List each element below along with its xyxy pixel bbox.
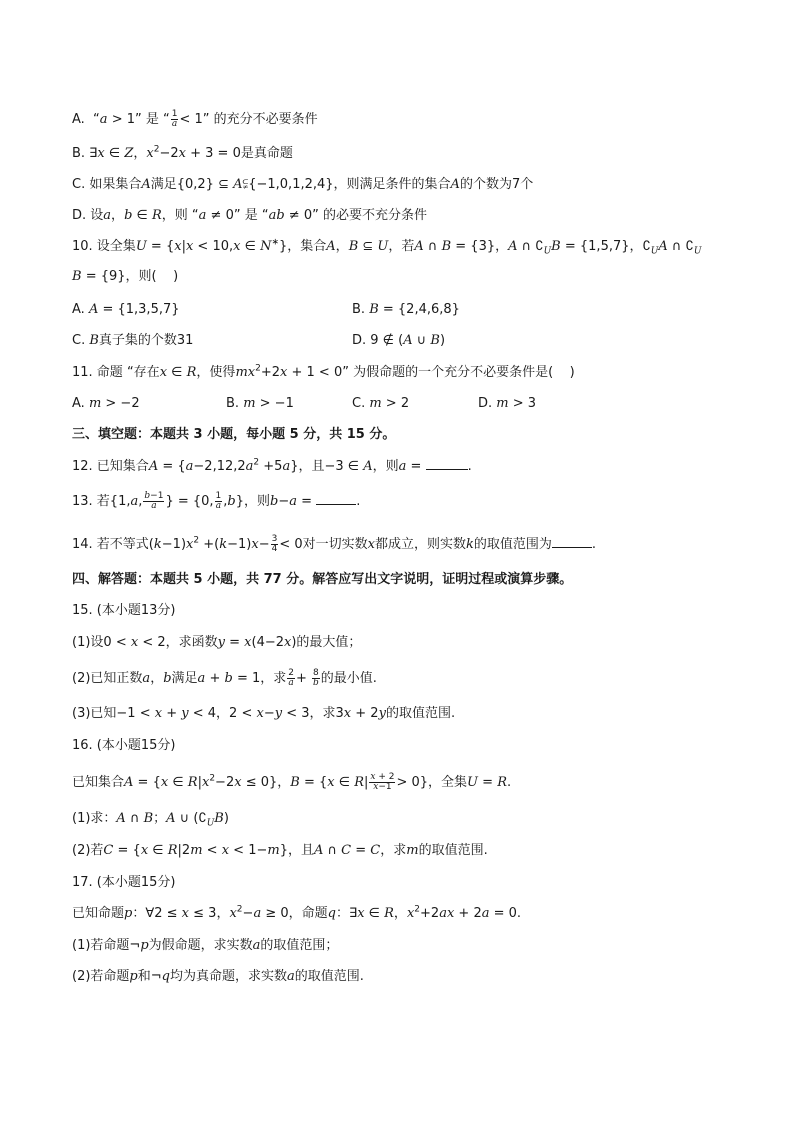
q9-option-c: C. 如果集合A满足{0,2} ⊆ A⫋{−1,0,1,2,4}，则满足条件的集合A的个数为7个 [72,177,534,192]
q10-stem-line2: B = {9}，则( ) [72,269,179,284]
q10-stem-line1: 10. 设全集U = {x|x < 10,x ∈ N∗}，集合A，B ⊆ U，若A ∩ B = {3}，A ∩ $∁_UB = \{1,5,7\}$，$∁_UA$ ∩ $∁_U$ [72,237,702,257]
q15-part3: (3)已知−1 < x + y < 4，2 < x−y < 3，求3x + 2y的取值范围. [72,706,456,721]
q11-stem: 11. 命题 “存在x ∈ R，使得$mx^2+2x + 1 < 0$” 为假命题的一个充分不必要条件是( ) [72,363,575,380]
q10-option-b: B. B = {2,4,6,8} [352,302,460,317]
q11-option-b: B. m > −1 [226,396,294,411]
q16-part1: (1)求：A ∩ B；A ∪ $(∁_UB)$ [72,811,229,829]
q15-part2: (2)已知正数a，b满足a + b = 1，求 $\frac{2}{a}$ + $\frac{8}{b}$ 的最小值. [72,668,377,688]
q15-header: 15. (本小题13分) [72,603,176,618]
q16-part2: (2)若C = {x ∈ R|2m < x < 1−m}，且A ∩ C = C，求m的取值范围. [72,843,488,858]
q11-option-c: C. m > 2 [352,396,410,411]
q11-option-a: A. m > −2 [72,396,140,411]
q14: 14. 若不等式$(k-1)x^2 +(k-1)x-$ $\frac{3}{4}$ < 0对一切实数x都成立，则实数k的取值范围为 . [72,534,597,554]
q15-part1: (1)设0 < x < 2，求函数y = x(4−2x)的最大值； [72,635,362,650]
q17-part1: (1)若命题¬p为假命题，求实数a的取值范围； [72,938,339,953]
q9-option-b: B. ∃x ∈ Z，$x^2-2x + 3 = 0$是真命题 [72,144,293,161]
q17-part2: (2)若命题p和¬q均为真命题，求实数a的取值范围. [72,969,364,984]
q9-option-d: D. 设a，b ∈ R，则 “a ≠ 0” 是 “ab ≠ 0” 的必要不充分条件 [72,208,427,223]
q11-option-d: D. m > 3 [478,396,537,411]
q17-stem: 已知命题p：∀2 ≤ x ≤ 3，$x^2-a \ge 0$，命题q：∃x ∈ R，$x^2+2ax + 2a = 0$. [72,904,522,921]
q13: 13. 若{1,a, $\frac{b-1}{a}$ } = {0, $\frac{1}{a}$ ,b}，则b−a = . [72,491,361,511]
q10-option-d: D. 9 ∉ (A ∪ B) [352,333,446,348]
q10-option-c: C. B真子集的个数31 [72,333,194,348]
section-3-heading: 三、填空题：本题共 3 小题，每小题 5 分，共 15 分。 [72,427,396,442]
q16-header: 16. (本小题15分) [72,738,176,753]
section-4-heading: 四、解答题：本题共 5 小题，共 77 分。解答应写出文字说明，证明过程或演算步骤。 [72,572,573,587]
q17-header: 17. (本小题15分) [72,875,176,890]
q16-stem: 已知集合A = {x ∈ $R|x^2-2x \le 0$}，B = {x ∈ R| $\frac{x + 2}{x-1}$ > 0}，全集U = R. [72,772,512,792]
q10-option-a: A. A = {1,3,5,7} [72,302,180,317]
q9-option-a: A. “a > 1” 是 “ $\frac{1}{a}$ < 1” 的充分不必要条件 [72,109,318,129]
q12: 12. 已知集合$A = \{a-2,12,2a^2 +5a\}$，且−3 ∈ A，则a = . [72,457,472,474]
